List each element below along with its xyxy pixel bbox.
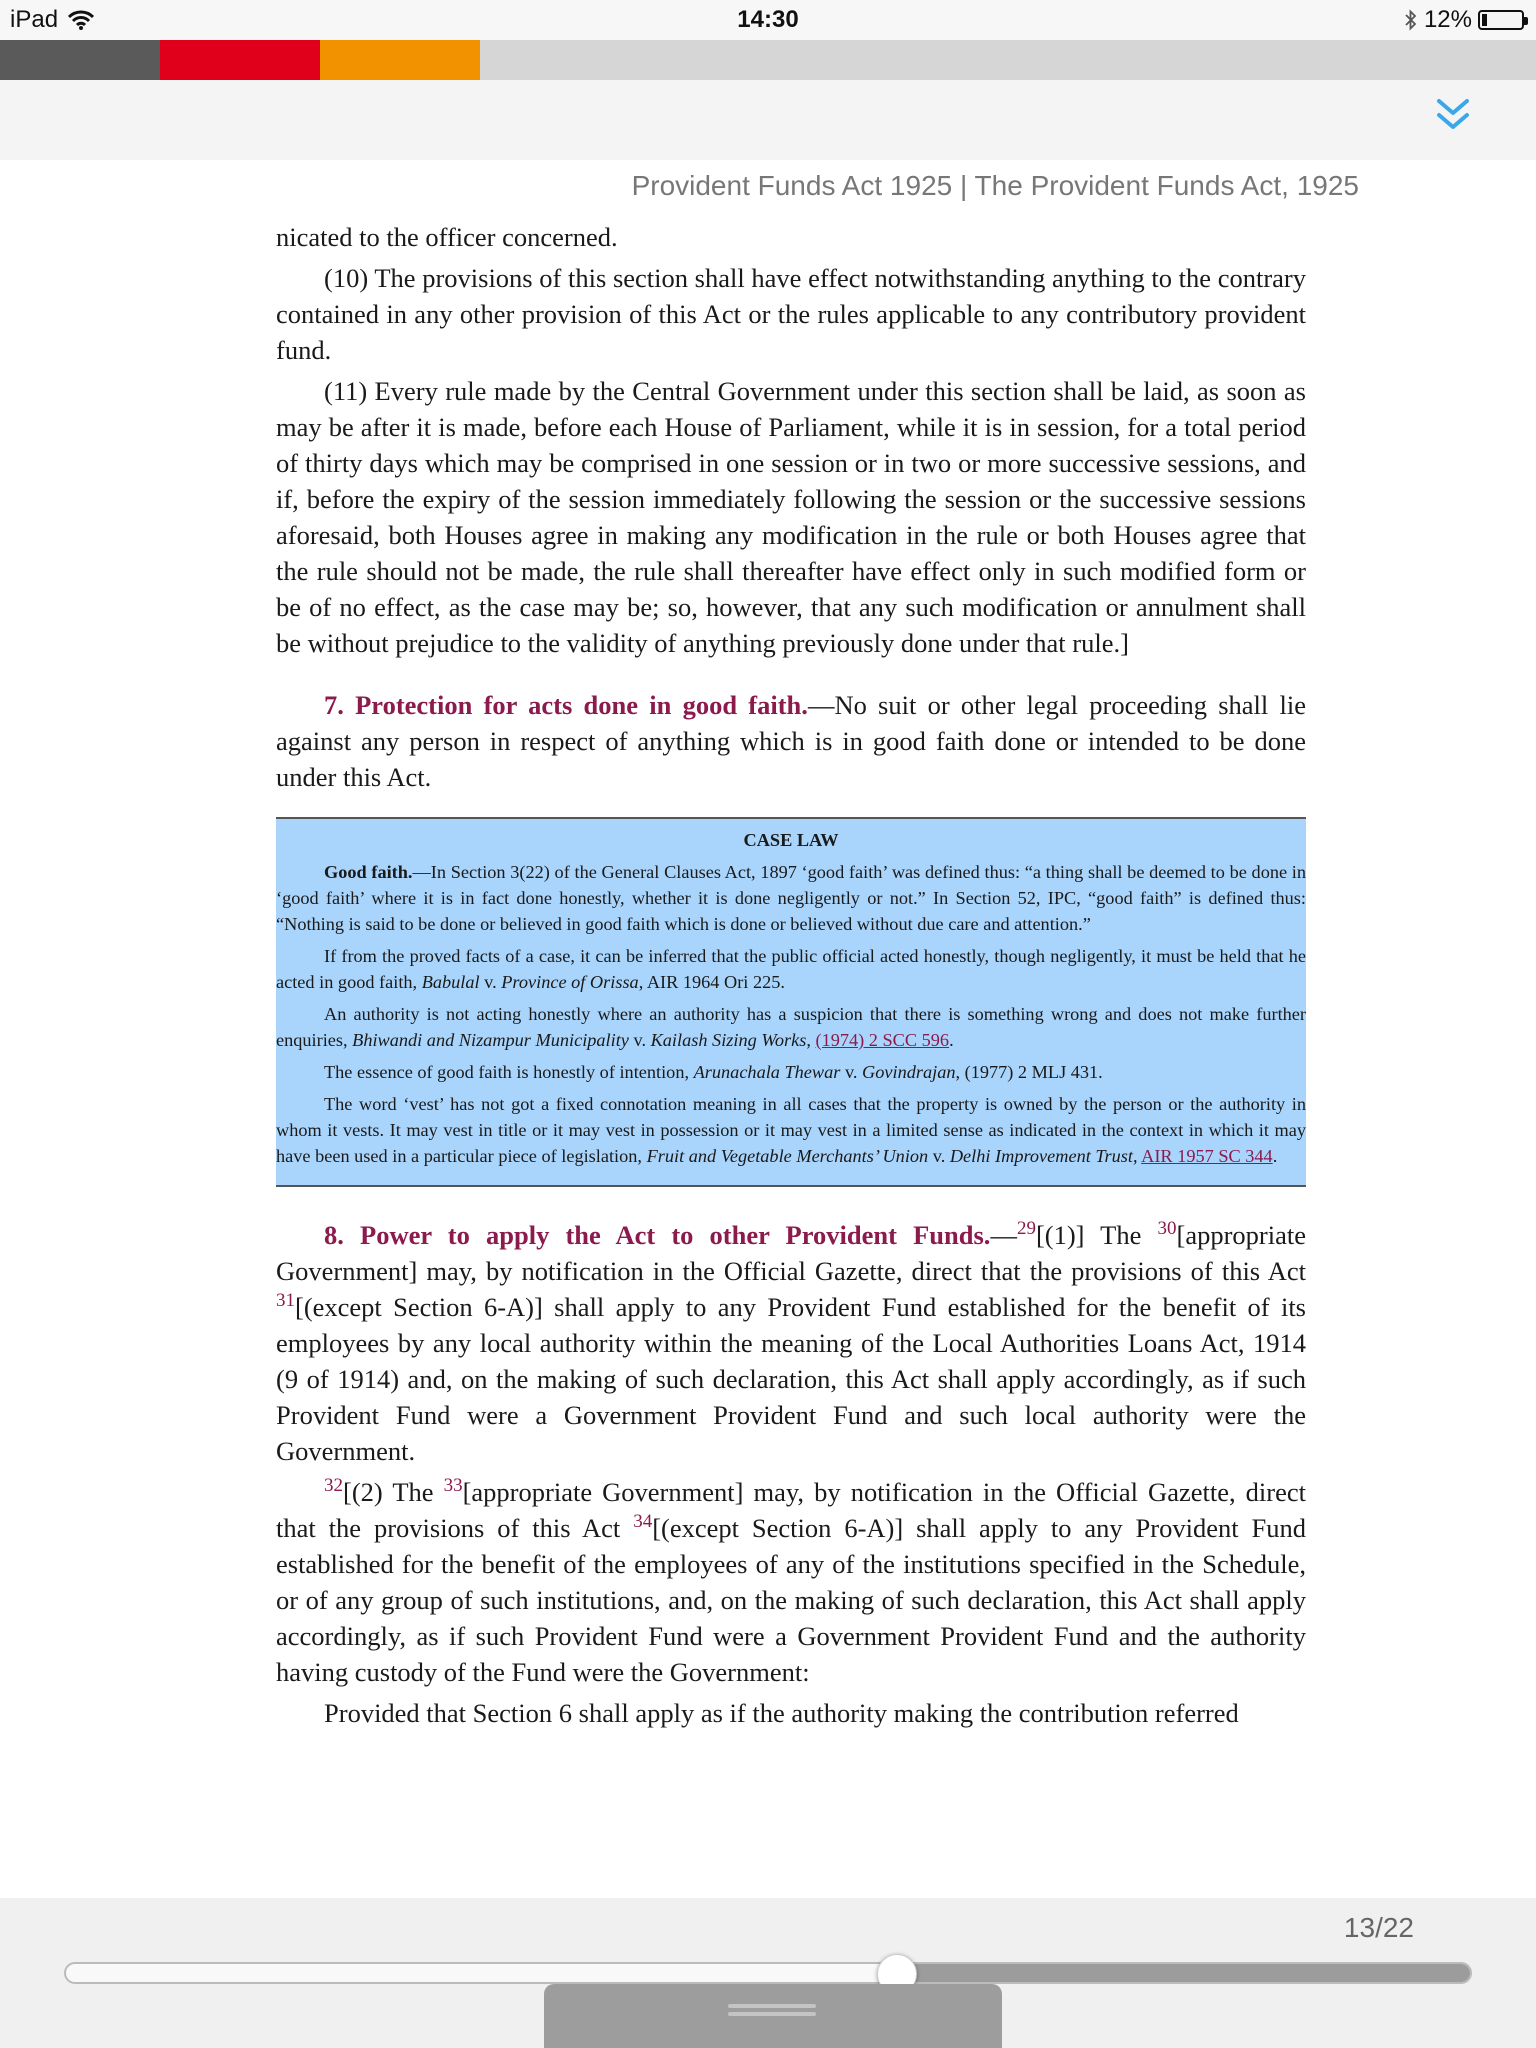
case-law-text: The word ‘vest’ has not got a fixed connotation meaning in all cases that the property is owned by the person or the authority in whom it vests. It may vest in title or it may vest in possession or it may vest in a limited sense as indicated in the context in which it may have been used in a particular piece of legislation, — [276, 1094, 1306, 1166]
citation: , AIR 1964 Ori 225. — [638, 972, 785, 992]
footnote-ref[interactable]: 30 — [1157, 1218, 1177, 1240]
case-name: Govindrajan — [862, 1062, 956, 1082]
case-law-box — [276, 817, 1306, 1187]
section-text: [(except Section 6-A)] shall apply to any Provident Fund established for the benefit of the employees of any of the institutions specified in the Schedule, or of any group of such institutions, and, on the making of such declaration, this Act shall apply accordingly, as if such Provident Fund were a Government Provident Fund and the authority having custody of the Fund were the Government: — [276, 1513, 1307, 1687]
footnote-ref[interactable]: 33 — [443, 1475, 463, 1497]
running-header: Provident Funds Act 1925 | The Provident Funds Act, 1925 — [631, 170, 1359, 201]
proviso: Provided that Section 6 shall apply as if the authority making the contribution referred — [324, 1698, 1239, 1728]
grip-line — [728, 2004, 816, 2008]
section-text: [appropriate Government] may, by notification in the Official Gazette, direct that the provisions of this Act — [276, 1220, 1306, 1286]
section-8-subsection-1 — [276, 1217, 1306, 1469]
case-law-text: If from the proved facts of a case, it can be inferred that the public official acted honestly, though negligently, it must be held that he acted in good faith, — [276, 946, 1306, 992]
footnote-ref[interactable]: 32 — [324, 1475, 343, 1497]
page-content — [276, 219, 1306, 1736]
separator: , — [806, 1030, 816, 1050]
section-text: [(except Section 6-A)] shall apply to any Provident Fund established for the benefit of its employees by any local authority within the meaning of the Local Authorities Loans Act, 1914 (9 of 1914) and, on the making of such declaration, this Act shall apply accordingly, as if such Provident Fund were a Government Provident Fund and such local authority were the Government. — [276, 1292, 1306, 1466]
case-name: Fruit and Vegetable Merchants’ Union — [646, 1146, 929, 1166]
versus: v. — [628, 1030, 651, 1050]
citation-link[interactable]: (1974) 2 SCC 596 — [815, 1030, 950, 1050]
battery-percent: 12% — [1423, 6, 1472, 33]
color-tab-2[interactable] — [160, 40, 320, 80]
section-7-body: —No suit or other legal proceeding shall lie against any person in respect of anything which is in good faith done or intended to be done under this Act. — [276, 690, 1306, 792]
versus: v. — [840, 1062, 863, 1082]
section-7-heading: 7. Protection for acts done in good faith. — [324, 690, 808, 720]
case-name: Babulal — [421, 972, 480, 992]
section-8-heading: 8. Power to apply the Act to other Provident Funds. — [324, 1220, 991, 1250]
paragraph-subsection-10: (10) The provisions of this section shall have effect notwithstanding anything to the contrary contained in any other provision of this Act or the rules applicable to any contributory provident fund. — [276, 263, 1306, 365]
footnote-ref[interactable]: 34 — [633, 1511, 653, 1533]
device-label: iPad — [10, 6, 59, 33]
page-slider[interactable] — [64, 1962, 1472, 1984]
reader-toolbar — [0, 80, 1536, 160]
status-bar — [0, 0, 1536, 40]
collapse-chevron-icon[interactable] — [1430, 92, 1476, 138]
case-law-term: Good faith. — [324, 862, 413, 882]
case-law-paragraph — [276, 859, 1306, 937]
footnote-ref[interactable]: 29 — [1016, 1218, 1036, 1240]
color-tab-strip — [0, 40, 1536, 80]
color-tab-1[interactable] — [0, 40, 160, 80]
period: . — [949, 1030, 954, 1050]
section-text: [(2) The — [343, 1477, 444, 1507]
section-text: [(1)] The — [1035, 1220, 1158, 1250]
citation-link[interactable]: AIR 1957 SC 344 — [1141, 1146, 1273, 1166]
footnote-ref[interactable]: 31 — [276, 1290, 295, 1312]
case-law-text: The essence of good faith is honestly of intention, — [324, 1062, 694, 1082]
case-law-paragraph — [276, 1059, 1306, 1085]
page-indicator: 13/22 — [1343, 1912, 1414, 1943]
case-name: Bhiwandi and Nizampur Municipality — [352, 1030, 629, 1050]
bottom-drawer-handle[interactable] — [544, 1984, 1002, 2048]
section-text: [appropriate Government] may, by notification in the Official Gazette, direct that the provisions of this Act — [276, 1477, 1306, 1543]
bluetooth-icon — [1404, 9, 1418, 31]
section-7 — [276, 687, 1306, 795]
grip-line — [728, 2012, 816, 2016]
separator: , — [1133, 1146, 1142, 1166]
case-law-title: CASE LAW — [743, 830, 839, 850]
citation: , (1977) 2 MLJ 431. — [955, 1062, 1103, 1082]
versus: v. — [928, 1146, 950, 1166]
slider-progress-fill — [894, 1964, 1470, 1982]
paragraph: nicated to the officer concerned. — [276, 222, 618, 252]
clock: 14:30 — [737, 6, 799, 33]
case-law-text: —In Section 3(22) of the General Clauses Act, 1897 ‘good faith’ was defined thus: “a thing shall be deemed to be done in ‘good faith’ where it is in fact done honestly, whether it is done negligently or not.” In Section 52, IPC, “good faith” is defined thus: “Nothing is said to be done or believed in good faith which is done or believed without due care and attention.” — [276, 862, 1307, 934]
paragraph-subsection-11: (11) Every rule made by the Central Government under this section shall be laid, as soon as may be after it is made, before each House of Parliament, while it is in session, for a total period of thirty days which may be comprised in one session or in two or more successive sessions, and if, before the expiry of the session immediately following the session or the successive sessions aforesaid, both Houses agree in making any modification in the rule or both Houses agree that the rule should not be made, the rule shall thereafter have effect only in such modified form or be of no effect, as the case may be; so, however, that any such modification or annulment shall be without prejudice to the validity of anything previously done under that rule.] — [276, 376, 1306, 658]
case-law-paragraph — [276, 943, 1306, 995]
case-name: Province of Orissa — [501, 972, 639, 992]
case-name: Arunachala Thewar — [693, 1062, 841, 1082]
case-name: Kailash Sizing Works — [650, 1030, 807, 1050]
section-8-subsection-2 — [276, 1474, 1306, 1690]
battery-icon — [1478, 10, 1524, 30]
versus: v. — [479, 972, 502, 992]
case-name: Delhi Improvement Trust — [949, 1146, 1133, 1166]
case-law-text: An authority is not acting honestly where an authority has a suspicion that there is something wrong and does not make further enquiries, — [276, 1004, 1306, 1050]
em-dash: — — [990, 1220, 1017, 1250]
case-law-paragraph — [276, 1091, 1306, 1169]
period: . — [1272, 1146, 1278, 1166]
case-law-paragraph — [276, 1001, 1306, 1053]
color-tab-3[interactable] — [320, 40, 480, 80]
